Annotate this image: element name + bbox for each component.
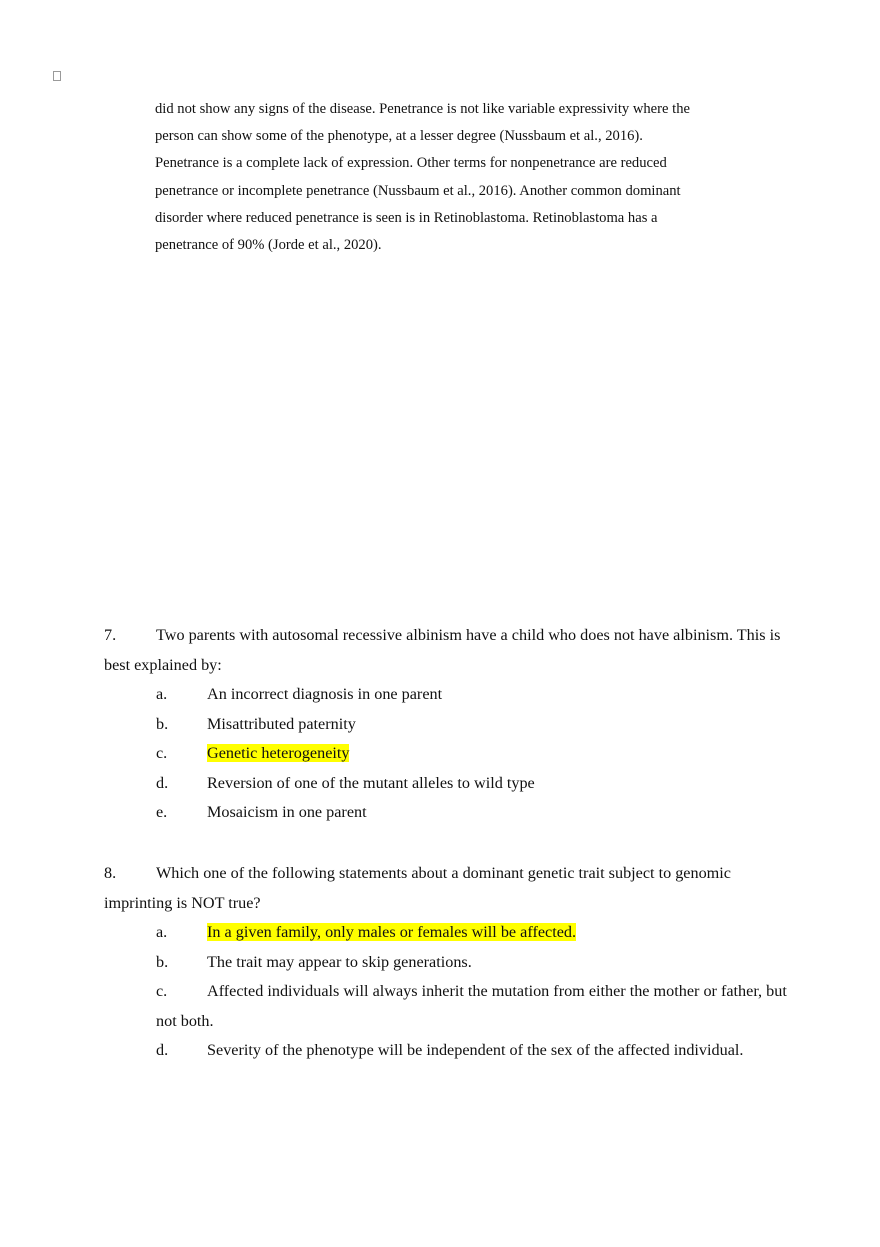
option-b [104,710,834,740]
option-letter: a. [156,923,168,941]
question-number: 7. [104,626,117,644]
highlighted-answer: In a given family, only males or females will be affected. [207,923,577,941]
option-text: Reversion of one of the mutant alleles to wild type [207,773,535,792]
option-letter: b. [156,714,169,733]
option-text: Affected individuals will always inherit the mutation from either the mother or father, but [207,982,787,1001]
question-7-stem [104,620,834,650]
question-text-continuation: best explained by: [104,656,222,674]
question-text: Which one of the following statements about a dominant genetic trait subject to genomic [156,864,731,882]
option-e [104,798,834,828]
option-d [104,769,834,799]
paragraph-line: penetrance or incomplete penetrance (Nussbaum et al., 2016). Another common dominant [155,182,681,199]
option-text: Mosaicism in one parent [207,803,367,822]
option-text: The trait may appear to skip generations. [207,952,472,971]
question-8-stem [104,858,834,888]
option-letter: e. [156,803,168,822]
penetrance-paragraph [155,96,765,259]
option-letter: d. [156,1041,169,1060]
option-b [104,948,834,978]
option-text: Severity of the phenotype will be independent of the sex of the affected individual. [207,1041,744,1060]
option-a [104,918,834,948]
option-c-continuation: not both. [156,1011,214,1030]
option-d [104,1036,834,1066]
option-letter: a. [156,685,168,703]
paragraph-line: Penetrance is a complete lack of expression. Other terms for nonpenetrance are reduced [155,155,667,172]
paragraph-line: person can show some of the phenotype, at a lesser degree (Nussbaum et al., 2016). [155,128,643,145]
option-letter: c. [156,744,168,763]
option-text: An incorrect diagnosis in one parent [207,685,443,703]
option-letter: d. [156,773,169,792]
question-8 [104,858,834,1066]
highlighted-answer: Genetic heterogeneity [207,744,350,763]
paragraph-line: penetrance of 90% (Jorde et al., 2020). [155,237,382,254]
question-text: Two parents with autosomal recessive albinism have a child who does not have albinism. This is [156,626,781,644]
missing-glyph-icon [53,71,61,81]
question-number: 8. [104,864,117,882]
option-c [104,739,834,769]
option-c [104,977,834,1007]
option-letter: b. [156,952,169,971]
paragraph-line: disorder where reduced penetrance is seen is in Retinoblastoma. Retinoblastoma has a [155,209,658,226]
question-text-continuation: imprinting is NOT true? [104,894,261,912]
option-letter: c. [156,982,168,1001]
question-7 [104,620,834,828]
option-a [104,680,834,710]
paragraph-line: did not show any signs of the disease. Penetrance is not like variable expressivity where the [155,101,690,117]
option-text: Misattributed paternity [207,714,356,733]
